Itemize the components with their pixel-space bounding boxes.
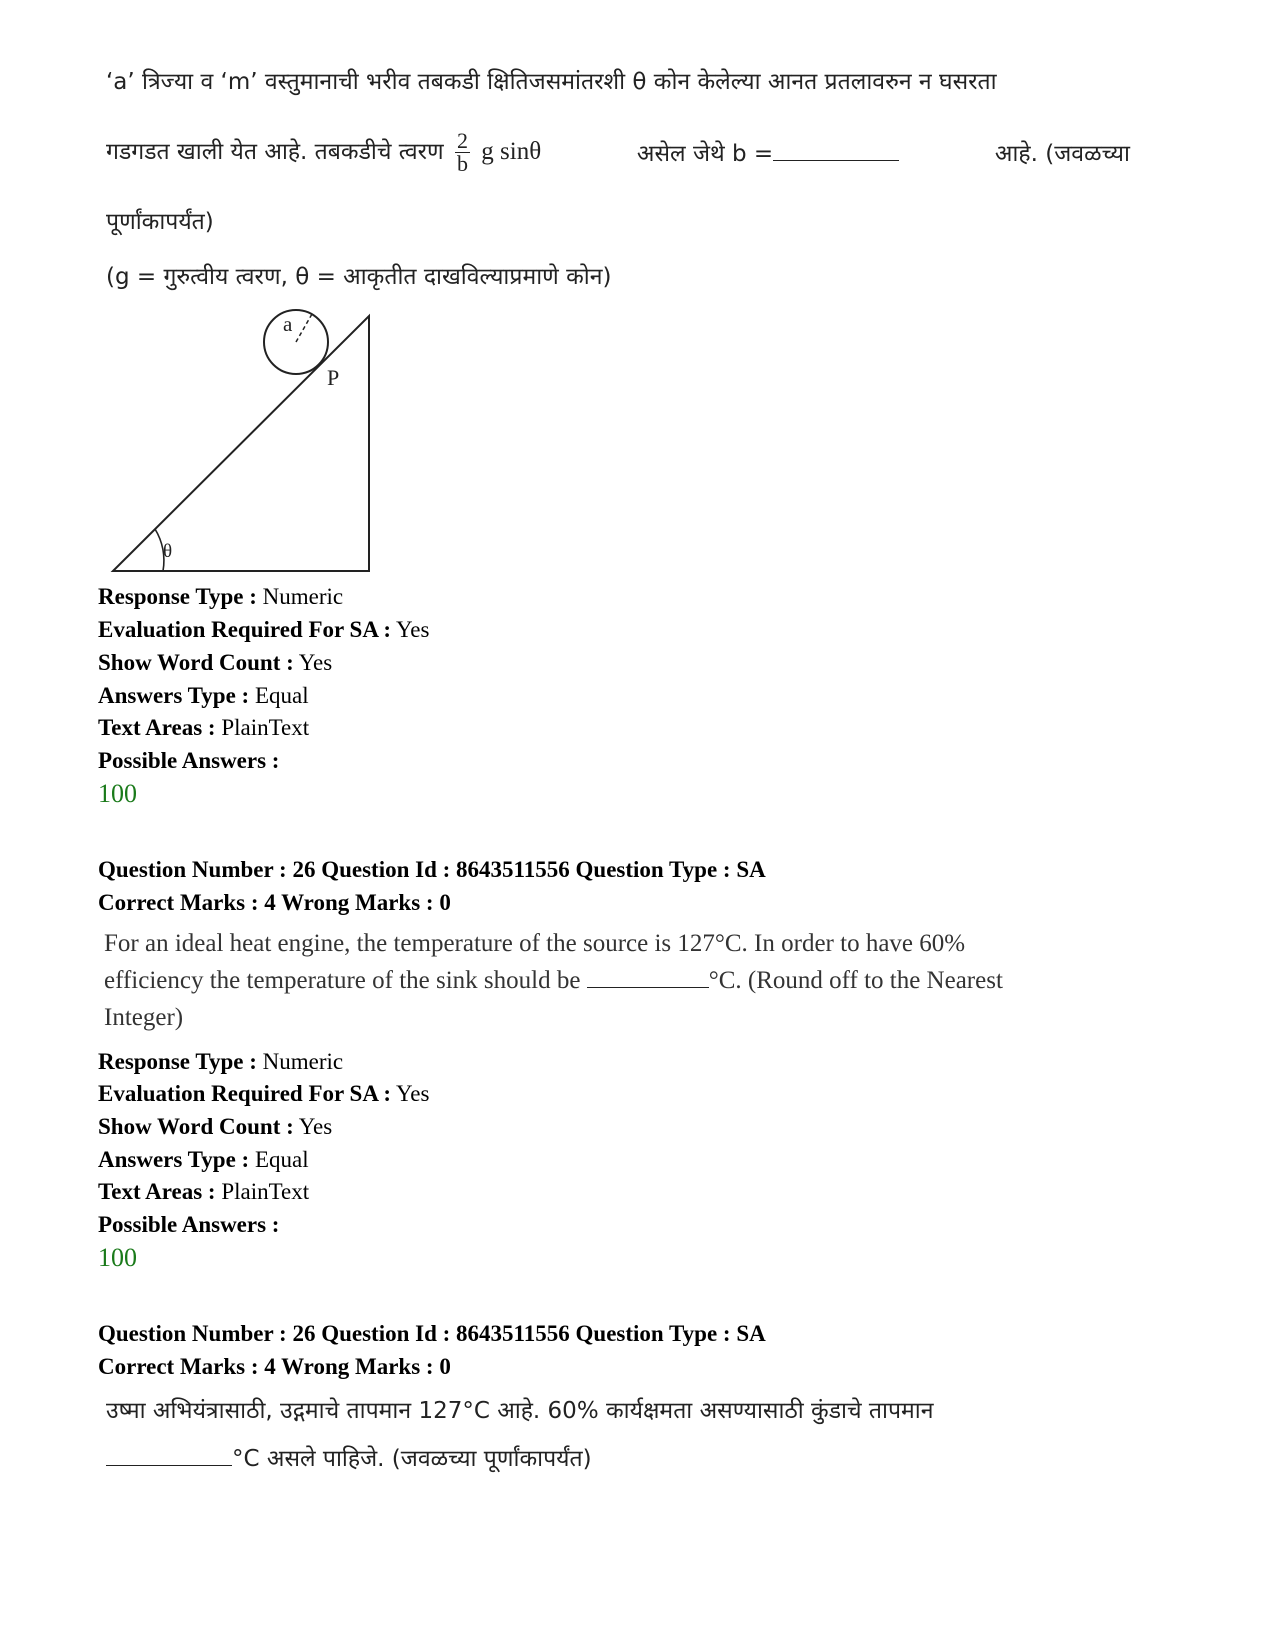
q25-word-count (98, 650, 332, 676)
text-areas-label: Text Areas : (98, 1179, 216, 1204)
answers-type-label: Answers Type : (98, 683, 250, 708)
q25-answers-type (98, 683, 309, 709)
q26-possible-answers (98, 1212, 279, 1238)
inclined-plane-figure (105, 305, 385, 580)
word-count-value: Yes (298, 650, 333, 675)
q25-line-1-text: ‘a’ त्रिज्या व ‘m’ वस्तुमानाची भरीव तबकडी क्षितिजसमांतरशी θ कोन केलेल्या आनत प्रतलावरुन न घसरता (106, 69, 997, 95)
q26-mr-header (98, 1321, 766, 1347)
label-theta: θ (163, 541, 173, 562)
eval-value: Yes (396, 1081, 430, 1106)
q25-line-3 (106, 204, 214, 236)
answers-type-value: Equal (254, 1147, 309, 1172)
q25-line-2-mid-group (637, 136, 899, 168)
q26-en-header (98, 857, 766, 883)
answers-type-value: Equal (254, 683, 309, 708)
radius-line (296, 314, 312, 342)
label-a: a (283, 312, 293, 336)
question-header: Question Number : 26 Question Id : 8643511556 Question Type : SA (98, 857, 766, 882)
q25-line-3-text: पूर्णांकापर्यंत) (106, 209, 214, 235)
q26-en-line-1 (104, 930, 1128, 958)
text-areas-value: PlainText (221, 715, 310, 740)
answers-type-label: Answers Type : (98, 1147, 250, 1172)
word-count-label: Show Word Count : (98, 1114, 294, 1139)
q26-mr-line-2 (106, 1441, 592, 1473)
question-marks: Correct Marks : 4 Wrong Marks : 0 (98, 890, 451, 915)
q26-mr-line-2-text: °C असले पाहिजे. (जवळच्या पूर्णांकापर्यंत) (232, 1446, 592, 1472)
q26-en-line-2-pre: efficiency the temperature of the sink should be (104, 967, 581, 994)
response-type-label: Response Type : (98, 1049, 257, 1074)
q26-word-count (98, 1114, 332, 1140)
q26-en-marks (98, 890, 451, 916)
word-count-label: Show Word Count : (98, 650, 294, 675)
q26-en-line-1-text: For an ideal heat engine, the temperature of the source is 127°C. In order to have 60% (104, 930, 966, 957)
text-areas-value: PlainText (221, 1179, 310, 1204)
q25-response-type (98, 584, 343, 610)
answer-blank (587, 987, 709, 988)
q26-answers-type (98, 1147, 309, 1173)
answer-value: 100 (98, 779, 137, 808)
answer-value: 100 (98, 1243, 137, 1272)
response-type-value: Numeric (262, 1049, 344, 1074)
q25-fraction (455, 127, 470, 176)
label-p: P (327, 365, 340, 390)
possible-answers-label: Possible Answers : (98, 1212, 280, 1237)
q25-line-1 (106, 64, 1130, 96)
q25-expression: g sinθ (481, 137, 542, 165)
response-type-value: Numeric (262, 584, 344, 609)
q26-text-areas (98, 1179, 309, 1205)
text-areas-label: Text Areas : (98, 715, 216, 740)
q26-en-line-2-start (104, 967, 1003, 995)
question-marks: Correct Marks : 4 Wrong Marks : 0 (98, 1354, 451, 1379)
fraction-numerator: 2 (456, 127, 468, 153)
eval-label: Evaluation Required For SA : (98, 617, 392, 642)
q26-answer-value (98, 1243, 137, 1273)
q26-mr-line-1-text: उष्मा अभियंत्रासाठी, उद्गमाचे तापमान 127°C आहे. 60% कार्यक्षमता असण्यासाठी कुंडाचे तापमान (106, 1398, 934, 1424)
q25-possible-answers (98, 748, 279, 774)
q26-mr-marks (98, 1354, 451, 1380)
q25-eval-required (98, 617, 429, 643)
q26-response-type (98, 1049, 343, 1075)
q26-en-line-3 (104, 1004, 183, 1032)
q25-text-areas (98, 715, 309, 741)
q25-line-2-post: आहे. (जवळच्या (994, 141, 1130, 167)
possible-answers-label: Possible Answers : (98, 748, 280, 773)
q25-line-2-start (106, 127, 542, 176)
q26-eval-required (98, 1081, 429, 1107)
q25-line-2-mid: असेल जेथे b = (636, 141, 774, 167)
incline-triangle (113, 316, 369, 571)
fraction-denominator: b (456, 150, 468, 176)
q25-answer-value (98, 779, 137, 809)
word-count-value: Yes (298, 1114, 333, 1139)
q25-line-2-pre: गडगडत खाली येत आहे. तबकडीचे त्वरण (106, 138, 444, 165)
q25-line-2 (106, 124, 1130, 180)
q25-line-4-text: (g = गुरुत्वीय त्वरण, θ = आकृतीत दाखविल्याप्रमाणे कोन) (106, 264, 612, 290)
eval-value: Yes (396, 617, 430, 642)
q26-mr-line-1 (106, 1393, 1130, 1425)
q26-en-line-2-post: °C. (Round off to the Nearest (708, 967, 1003, 994)
response-type-label: Response Type : (98, 584, 257, 609)
answer-blank (773, 160, 899, 161)
q26-en-line-2 (104, 967, 1128, 995)
q26-en-line-3-text: Integer) (104, 1004, 184, 1031)
answer-blank (106, 1465, 232, 1466)
question-header: Question Number : 26 Question Id : 8643511556 Question Type : SA (98, 1321, 766, 1346)
q25-line-4 (106, 259, 611, 291)
eval-label: Evaluation Required For SA : (98, 1081, 392, 1106)
